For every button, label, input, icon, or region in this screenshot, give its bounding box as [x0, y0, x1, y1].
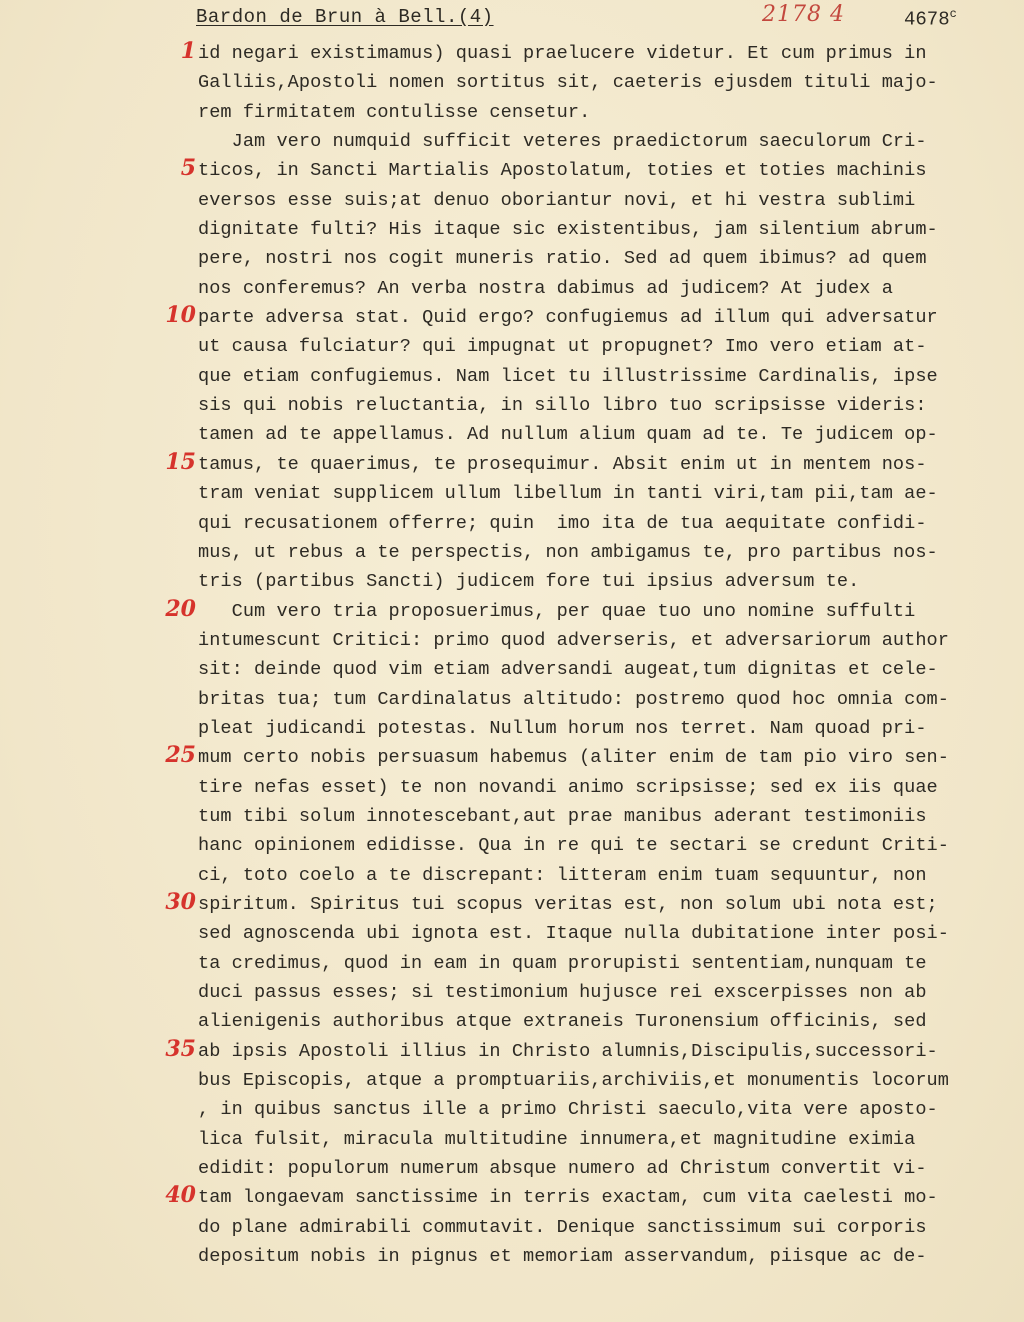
- line-text: dignitate fulti? His itaque sic existentibus, jam silentium abrum-: [198, 219, 938, 241]
- text-line: [0, 538, 1024, 567]
- text-line: [0, 244, 1024, 273]
- text-line: [0, 98, 1024, 127]
- line-text: mum certo nobis persuasum habemus (aliter enim de tam pio viro sen-: [198, 747, 949, 769]
- text-line: [0, 743, 1024, 772]
- line-text: sit: deinde quod vim etiam adversandi augeat,tum dignitas et cele-: [198, 659, 938, 681]
- line-text: , in quibus sanctus ille a primo Christi saeculo,vita vere aposto-: [198, 1099, 938, 1121]
- text-line: [0, 186, 1024, 215]
- page-header: [196, 2, 996, 34]
- text-line: [0, 802, 1024, 831]
- text-line: [0, 332, 1024, 361]
- text-line: [0, 919, 1024, 948]
- line-text: lica fulsit, miracula multitudine innumera,et magnitudine eximia: [198, 1128, 916, 1150]
- line-text: bus Episcopis, atque a promptuariis,archiviis,et monumentis locorum: [198, 1070, 949, 1092]
- line-text: tram veniat supplicem ullum libellum in tanti viri,tam pii,tam ae-: [198, 483, 938, 505]
- line-text: do plane admirabili commutavit. Denique sanctissimum sui corporis: [198, 1216, 927, 1238]
- line-text: Cum vero tria proposuerimus, per quae tuo uno nomine suffulti: [198, 600, 916, 622]
- text-line: [0, 303, 1024, 332]
- line-text: alienigenis authoribus atque extraneis Turonensium officinis, sed: [198, 1011, 927, 1033]
- line-text: que etiam confugiemus. Nam licet tu illustrissime Cardinalis, ipse: [198, 365, 938, 387]
- line-text: depositum nobis in pignus et memoriam asservandum, piisque ac de-: [198, 1246, 927, 1268]
- line-text: ci, toto coelo a te discrepant: litteram enim tuam sequuntur, non: [198, 864, 927, 886]
- line-text: britas tua; tum Cardinalatus altitudo: postremo quod hoc omnia com-: [198, 688, 949, 710]
- text-line: [0, 1242, 1024, 1271]
- header-title: Bardon de Brun à Bell.(4): [196, 6, 494, 28]
- text-line: [0, 861, 1024, 890]
- line-text: sed agnoscenda ubi ignota est. Itaque nulla dubitatione inter posi-: [198, 923, 949, 945]
- line-text: parte adversa stat. Quid ergo? confugiemus ad illum qui adversatur: [198, 307, 938, 329]
- text-line: [0, 479, 1024, 508]
- text-line: [0, 362, 1024, 391]
- line-text: sis qui nobis reluctantia, in sillo libro tuo scripsisse videris:: [198, 395, 927, 417]
- line-text: eversos esse suis;at denuo oboriantur novi, et hi vestra sublimi: [198, 189, 916, 211]
- text-line: [0, 1183, 1024, 1212]
- text-line: [0, 1213, 1024, 1242]
- margin-line-number: 10: [165, 302, 196, 329]
- handwritten-reference: 2178 4: [762, 2, 845, 27]
- line-text: pere, nostri nos cogit muneris ratio. Sed ad quem ibimus? ad quem: [198, 248, 927, 270]
- text-line: [0, 1095, 1024, 1124]
- line-text: ticos, in Sancti Martialis Apostolatum, toties et toties machinis: [198, 160, 927, 182]
- line-text: mus, ut rebus a te perspectis, non ambigamus te, pro partibus nos-: [198, 541, 938, 563]
- margin-line-number: 15: [165, 448, 196, 475]
- margin-line-number: 1: [180, 38, 196, 64]
- text-line: [0, 127, 1024, 156]
- text-line: [0, 567, 1024, 596]
- body-text: [0, 39, 1024, 1271]
- text-line: [0, 156, 1024, 185]
- text-line: [0, 1125, 1024, 1154]
- text-line: [0, 391, 1024, 420]
- text-line: [0, 509, 1024, 538]
- text-line: [0, 597, 1024, 626]
- line-text: tamus, te quaerimus, te prosequimur. Absit enim ut in mentem nos-: [198, 453, 927, 475]
- line-text: nos conferemus? An verba nostra dabimus ad judicem? At judex a: [198, 277, 893, 299]
- line-text: rem firmitatem contulisse censetur.: [198, 101, 591, 123]
- line-text: spiritum. Spiritus tui scopus veritas est, non solum ubi nota est;: [198, 893, 938, 915]
- text-line: [0, 1037, 1024, 1066]
- text-line: [0, 978, 1024, 1007]
- page-number: [904, 7, 957, 30]
- line-text: Galliis,Apostoli nomen sortitus sit, caeteris ejusdem tituli majo-: [198, 72, 938, 94]
- line-text: ab ipsis Apostoli illius in Christo alumnis,Discipulis,successori-: [198, 1040, 938, 1062]
- text-line: [0, 831, 1024, 860]
- text-line: [0, 685, 1024, 714]
- line-text: id negari existimamus) quasi praelucere videtur. Et cum primus in: [198, 43, 927, 64]
- line-text: tam longaevam sanctissime in terris exactam, cum vita caelesti mo-: [198, 1187, 938, 1209]
- text-line: [0, 274, 1024, 303]
- margin-line-number: 35: [165, 1035, 196, 1062]
- line-text: tamen ad te appellamus. Ad nullum alium quam ad te. Te judicem op-: [198, 424, 938, 446]
- text-line: [0, 39, 1024, 68]
- margin-line-number: 25: [165, 742, 196, 769]
- line-text: Jam vero numquid sufficit veteres praedictorum saeculorum Cri-: [198, 131, 927, 153]
- text-line: [0, 773, 1024, 802]
- margin-line-number: 30: [165, 888, 196, 915]
- page-number-value: 4678: [904, 8, 950, 31]
- text-line: [0, 1066, 1024, 1095]
- line-text: duci passus esses; si testimonium hujusce rei exscerpisses non ab: [198, 982, 927, 1003]
- line-text: hanc opinionem edidisse. Qua in re qui te sectari se credunt Criti-: [198, 835, 949, 857]
- line-text: intumescunt Critici: primo quod adverseris, et adversariorum author: [198, 629, 949, 651]
- text-line: [0, 655, 1024, 684]
- margin-line-number: 5: [180, 155, 196, 182]
- text-line: [0, 714, 1024, 743]
- text-line: [0, 949, 1024, 978]
- text-line: [0, 1154, 1024, 1183]
- text-line: [0, 450, 1024, 479]
- text-line: [0, 68, 1024, 97]
- text-line: [0, 626, 1024, 655]
- text-line: [0, 420, 1024, 449]
- text-line: [0, 1007, 1024, 1036]
- line-text: ta credimus, quod in eam in quam prorupisti sententiam,nunquam te: [198, 952, 927, 974]
- line-text: qui recusationem offerre; quin imo ita de tua aequitate confidi-: [198, 512, 927, 534]
- page-number-suffix: c: [949, 7, 957, 21]
- line-text: tum tibi solum innotescebant,aut prae manibus aderant testimoniis: [198, 805, 927, 827]
- line-text: edidit: populorum numerum absque numero ad Christum convertit vi-: [198, 1158, 927, 1180]
- text-line: [0, 890, 1024, 919]
- line-text: pleat judicandi potestas. Nullum horum nos terret. Nam quoad pri-: [198, 717, 927, 739]
- line-text: ut causa fulciatur? qui impugnat ut propugnet? Imo vero etiam at-: [198, 336, 927, 358]
- text-line: [0, 215, 1024, 244]
- line-text: tris (partibus Sancti) judicem fore tui ipsius adversum te.: [198, 571, 860, 593]
- margin-line-number: 20: [165, 595, 196, 622]
- line-text: tire nefas esset) te non novandi animo scripsisse; sed ex iis quae: [198, 776, 938, 798]
- margin-line-number: 40: [165, 1182, 196, 1209]
